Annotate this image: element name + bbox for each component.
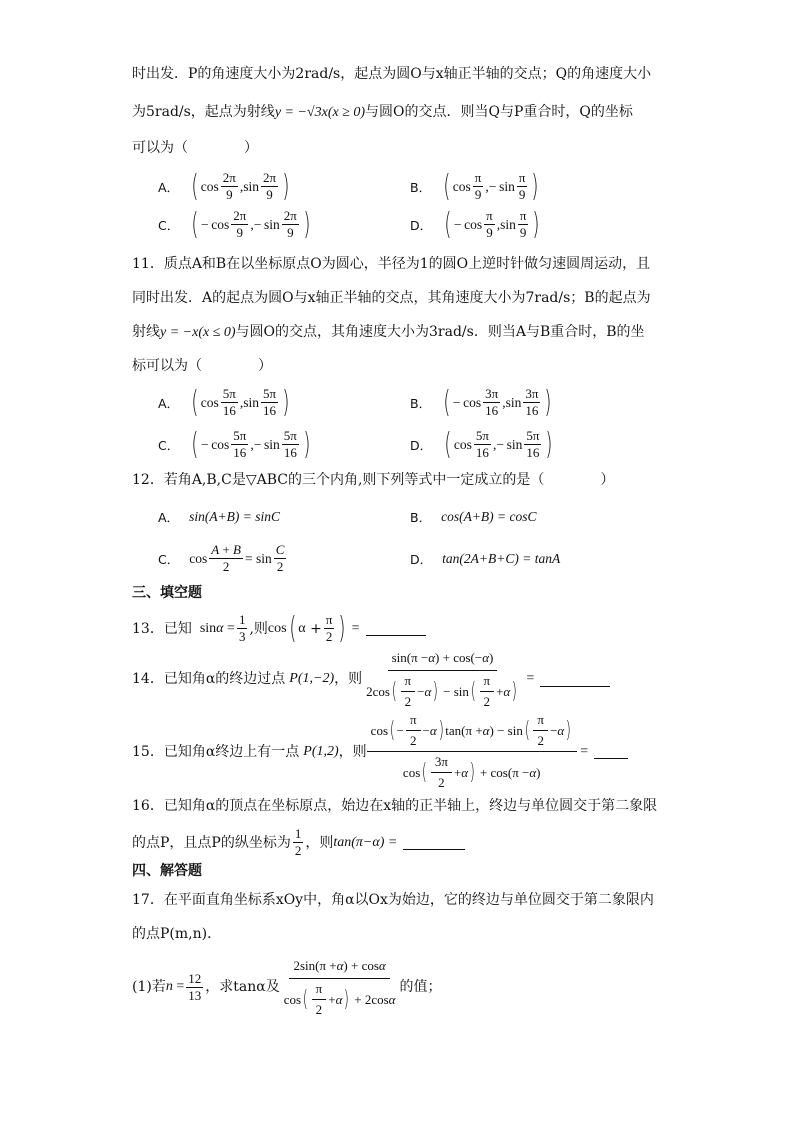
q16-line2-text-b: ，则 (305, 834, 334, 851)
q15: 15．已知角α终边上有一点 P(1,2) ，则 cos ( − $\frac{\pi}{2}$ − α ) tan(π + α ) − sin ( $\frac{\pi}{2}$ − α ) cos ( $\frac{3\pi}{2}$ + α ) + cos(π − α ) = (132, 712, 628, 791)
q11-option-b[interactable]: B． ( − cos $\frac{3\pi}{16}$ ,sin $\frac{3\pi}{16}$ ) (410, 384, 552, 420)
q17-line1: 17．在平面直角坐标系xOy中，角α以Ox为始边，它的终边与单位圆交于第二象限内 (132, 892, 654, 908)
q15-prefix: 15．已知角α终边上有一点 (132, 743, 300, 760)
q11-line1: 11．质点A和B在以坐标原点O为圆心，半径为1的圆O上逆时针做匀速圆周运动，且 (132, 256, 651, 272)
q16-line2-text-a: 的点P，且点P的纵坐标为 (132, 834, 291, 851)
q13: 13．已知 sinα = $\frac{1}{3}$ ,则 cos ( α + $\frac{\pi}{2}$ ) = (132, 612, 426, 645)
q11-line3 (132, 322, 645, 343)
q17-sub1-text-b: ，求tanα及 (205, 979, 280, 995)
q12-option-d-text: tan(2A+B+C) = tanA (442, 551, 561, 566)
q11-option-d[interactable]: D． ( cos $\frac{5\pi}{16}$ ,− sin $\frac{5\pi}{16}$ ) (410, 426, 553, 462)
q11-option-a[interactable]: A． ( cos $\frac{5\pi}{16}$ ,sin $\frac{5\pi}{16}$ ) (158, 384, 290, 420)
q10-line2-text-b: 与圆O的交点．则当Q与P重合时，Q的坐标 (365, 104, 633, 120)
q11-line2: 同时出发．A的起点为圆O与x轴正半轴的交点，其角速度大小为7rad/s；B的起点为 (132, 290, 651, 306)
q12-option-b[interactable] (410, 508, 537, 526)
option-letter: B． (410, 179, 432, 195)
option-letter: C． (158, 437, 180, 453)
q10-line1: 时出发．P的角速度大小为2rad/s，起点为圆O与x轴正半轴的交点；Q的角速度大小 (132, 66, 652, 82)
q12-option-b-text: cos(A+B) = cosC (441, 509, 537, 524)
q11-line4: 标可以为（ ） (132, 358, 272, 374)
option-letter: C． (158, 217, 180, 233)
q13-answer-blank[interactable] (366, 621, 426, 636)
q14-prefix: 14．已知角α的终边过点 (132, 671, 286, 687)
option-letter: A． (158, 179, 180, 195)
option-letter: A． (158, 395, 180, 411)
q10-ray-equation: y = −√3x(x ≥ 0) (274, 105, 366, 120)
q14-mid: ，则 (334, 671, 363, 687)
option-letter: C． (158, 551, 180, 567)
q12-option-a-text: sin(A+B) = sinC (189, 509, 281, 524)
option-letter: D． (410, 437, 433, 453)
q10-option-d[interactable]: D． ( − cos $\frac{\pi}{9}$ ,sin $\frac{\pi}{9}$ ) (410, 206, 540, 242)
q14: 14．已知角α的终边过点 P(1,−2) ，则 sin(π − α ) + cos(− α ) 2cos ( $\frac{\pi}{2}$ − α ) − sin ( $\frac{\pi}{2}$ + α ) = (132, 648, 610, 710)
q10-option-c[interactable]: C． ( − cos $\frac{2\pi}{9}$ ,− sin $\frac{2\pi}{9}$ ) (158, 206, 311, 242)
q16-answer-blank[interactable] (403, 835, 465, 850)
q14-answer-blank[interactable] (540, 672, 610, 687)
q13-mid: ,则 (249, 620, 268, 637)
q14-point: P(1,−2) (289, 671, 335, 686)
q10-line3: 可以为（ ） (132, 140, 258, 156)
option-letter: D． (410, 552, 433, 567)
option-letter: B． (410, 395, 432, 411)
q16-expr: tan(π−α) = (333, 834, 398, 850)
option-letter: D． (410, 217, 433, 233)
section-heading-solutions: 四、解答题 (132, 863, 202, 879)
q15-answer-blank[interactable] (594, 744, 628, 759)
q17-line2: 的点P(m,n)． (132, 926, 222, 942)
option-letter: A． (158, 510, 180, 525)
q16-line2: 的点P，且点P的纵坐标为 $\frac{1}{2}$ ，则 tan(π−α) = (132, 826, 465, 859)
q10-option-a[interactable]: A． ( cos $\frac{2\pi}{9}$ ,sin $\frac{2\pi}{9}$ ) (158, 168, 290, 204)
q10-line2 (132, 102, 633, 123)
q12-option-a[interactable] (158, 508, 280, 526)
q10-line2-text-a: 为5rad/s，起点为射线 (132, 104, 275, 120)
q13-prefix: 13．已知 (132, 620, 192, 637)
q16-line1: 16．已知角α的顶点在坐标原点，始边在x轴的正半轴上，终边与单位圆交于第二象限 (132, 798, 658, 814)
option-letter: B． (410, 510, 432, 525)
q17-sub1: (1)若 n = $\frac{12}{13}$ ，求tanα及 2sin(π + α ) + cos α cos ( $\frac{\pi}{2}$ + α ) + 2cos α 的值； (132, 958, 442, 1017)
section-heading-fill-in: 三、填空题 (132, 585, 202, 601)
q11-line3-text-a: 射线 (132, 324, 160, 340)
q10-option-b[interactable]: B． ( cos $\frac{\pi}{9}$ ,− sin $\frac{\pi}{9}$ ) (410, 168, 539, 204)
q17-sub1-text-a: (1)若 (132, 979, 166, 995)
q11-option-c[interactable]: C． ( − cos $\frac{5\pi}{16}$ ,− sin $\frac{5\pi}{16}$ ) (158, 426, 311, 462)
q15-mid: ，则 (338, 743, 367, 760)
q17-sub1-text-c: 的值； (399, 979, 442, 995)
q11-ray-equation: y = −x(x ≤ 0) (160, 325, 236, 340)
q12-option-d[interactable] (410, 550, 560, 568)
q12-line1: 12．若角A,B,C是▽ABC的三个内角,则下列等式中一定成立的是（ ） (132, 472, 615, 488)
q11-line3-text-b: 与圆O的交点，其角速度大小为3rad/s．则当A与B重合时，B的坐 (235, 324, 645, 340)
q12-option-c[interactable]: C． cos $\frac{A + B}{2}$ = sin $\frac{C}{2}$ (158, 542, 285, 574)
q15-point: P(1,2) (303, 743, 339, 759)
